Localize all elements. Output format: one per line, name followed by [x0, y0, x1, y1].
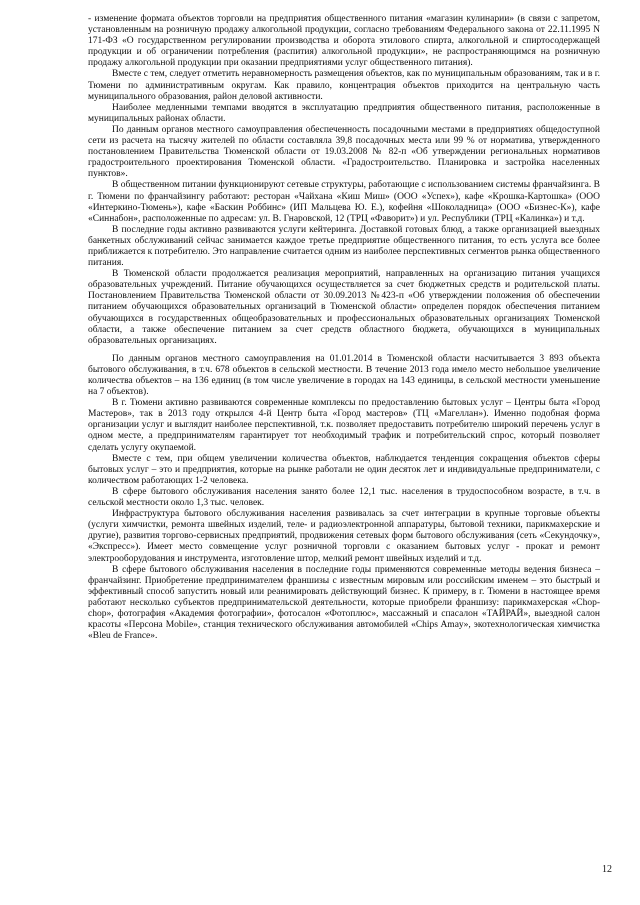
paragraph-household-services-count: По данным органов местного самоуправления на 01.01.2014 в Тюменской области насчитывается 3 893 объекта бытового обслуживания, в т.ч. 678 объектов в сельской местности. В течение 2013 года имело место небольшое увеличение количества объектов – на 136 единиц (в том числе увеличение в городах на 143 единицы, в сельской местности уменьшение на 7 объектов). — [88, 353, 600, 398]
paragraph-employment: В сфере бытового обслуживания населения занято более 12,1 тыс. населения в трудоспособном возрасте, в т.ч. в сельской местности около 1,3 тыс. человек. — [88, 486, 600, 509]
paragraph-reduction-trend: Вместе с тем, при общем увеличении количества объектов, наблюдается тенденция сокращения объектов сферы бытовых услуг – это и предприятия, которые на рынке работали не один десяток лет и индивидуальные предприниматели, с количеством работающих 1-2 человека. — [88, 453, 600, 486]
paragraph-seating-provision: По данным органов местного самоуправления обеспеченность посадочными местами в предприятиях общедоступной сети из расчета на тысячу жителей по области составляла 39,8 посадочных места или 99 % от норматива, утвержденного постановлением Правительства Тюменской области от 19.03.2008 № 82-п «Об утверждении региональных нормативов градостроительного проектирования Тюменской области. «Градостроительство. Планировка и застройка населенных пунктов». — [88, 124, 600, 180]
paragraph-slow-commissioning: Наиболее медленными темпами вводятся в эксплуатацию предприятия общественного питания, расположенные в муниципальных районах области. — [88, 102, 600, 124]
paragraph-city-of-masters: В г. Тюмени активно развиваются современные комплексы по предоставлению бытовых услуг – Центры быта «Город Мастеров», так в 2013 году открылся 4-й Центр быта «Город мастеров» (ТЦ «Магеллан»). Именно подобная форма организации услуг и выглядит наиболее перспективной, т.к. позволяет предоставить потребителю широкий перечень услуг в одном месте, а предпринимателям гарантирует тот необходимый трафик и потребительский спрос, который позволяет сделать услугу окупаемой. — [88, 398, 600, 453]
paragraph-catering-franchising: В общественном питании функционируют сетевые структуры, работающие с использованием системы франчайзинга. В г. Тюмени по франчайзингу работают: ресторан «Чайхана «Киш Миш» (ООО «Успех»), кафе «Крошка-Картошка» (ООО «Интеркино-Тюмень»), кафе «Баскин Роббинс» (ИП Мальцева Ю. Е.), кофейня «Шоколадница» (ООО «Бизнес-К»), кафе «Синнабон», расположенные по адресам: ул. В. Гнаровской, 12 (ТРЦ «Фаворит») и ул. Республики (ТРЦ «Калинка») и т.д. — [88, 180, 600, 224]
paragraph-alcohol-format: - изменение формата объектов торговли на предприятия общественного питания «магазин кулинарии» (в связи с запретом, установленным на розничную продажу алкогольной продукции, согласно требованиям Федерального закона от 22.11.1995 N 171-ФЗ «О государственном регулировании производства и оборота этилового спирта, алкогольной и спиртосодержащей продукции и об ограничении потребления (распития) алкогольной продукции», не распространяющимся на розничную продажу алкогольной продукции при оказании предприятиями услуг общественного питания). — [88, 14, 600, 69]
page-number: 12 — [602, 864, 612, 875]
paragraph-catering-services: В последние годы активно развиваются услуги кейтеринга. Доставкой готовых блюд, а также организацией выездных банкетных обслуживаний сейчас занимается каждое третье предприятие общественного питания, то есть услуга все более приближается к потребителю. Это направление считается одним из наиболее перспективных сегментов рынка общественного питания. — [88, 224, 600, 269]
paragraph-infrastructure: Инфраструктура бытового обслуживания населения развивалась за счет интеграции в крупные торговые объекты (услуги химчистки, ремонта швейных изделий, теле- и радиоэлектронной аппаратуры, бытовой техники, парикмахерские и другие), развития торгово-сервисных предприятий, продвижения сетевых форм бытового обслуживания (сеть «Секундочку», «Экспресс»). Имеет место совмещение услуг розничной торговли с оказанием бытовых услуг - прокат и ремонт электрооборудования и инструмента, изготовление штор, мелкий ремонт швейных изделий и т.д. — [88, 509, 600, 564]
paragraph-household-franchising: В сфере бытового обслуживания населения в последние годы применяются современные методы ведения бизнеса – франчайзинг. Приобретение предпринимателем франшизы с известным мировым или российским именем – это быстрый и эффективный способ запустить новый или реанимировать действующий бизнес. К примеру, в г. Тюмени в настоящее время работают несколько субъектов предпринимательской деятельности, которые приобрели франшизу: парикмахерская «Chop-chop», фотография «Академия фотографии», фотосалон «Фотоплюс», массажный и спасалон «ТАЙРАЙ», выездной салон красоты «Персона Mobile», станция технического обслуживания автомобилей «Chips Amay», экотехнологическая химчистка «Bleu de France». — [88, 564, 600, 642]
body-text — [88, 14, 600, 642]
paragraph-student-meals: В Тюменской области продолжается реализация мероприятий, направленных на организацию питания учащихся образовательных учреждений. Питание обучающихся осуществляется за счет бюджетных средств и родительской платы. Постановлением Правительства Тюменской области от 30.09.2013 №423-п «Об утверждении положения об обеспечении питанием обучающихся образовательных организаций в Тюменской области» определен порядок обеспечения питанием обучающихся в государственных общеобразовательных и профессиональных образовательных организациях Тюменской области, а также обеспечение питанием за счет средств областного бюджета, обучающихся в муниципальных образовательных организациях. — [88, 269, 600, 346]
paragraph-uneven-placement: Вместе с тем, следует отметить неравномерность размещения объектов, как по муниципальным образованиям, так и в г. Тюмени по административным округам. Как правило, концентрация объектов приходится на центральную часть муниципального образования, район деловой активности. — [88, 69, 600, 102]
